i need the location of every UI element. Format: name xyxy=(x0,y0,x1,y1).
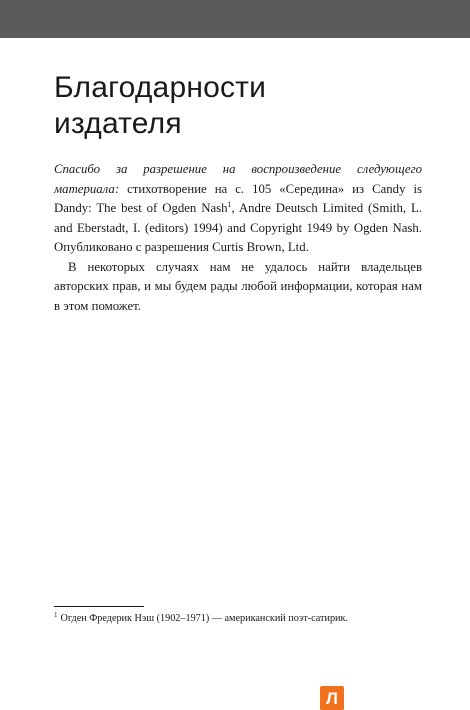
top-bar xyxy=(0,0,470,38)
paragraph-rights-holders: В некоторых случаях нам не удалось найти владельцев авторских прав, и мы будем рады любой информации, которая нам в этом поможет. xyxy=(54,259,422,313)
litres-logo-icon xyxy=(320,686,344,710)
footnote xyxy=(54,612,424,626)
footnote-marker: 1 xyxy=(54,611,58,619)
acknowledgements-body xyxy=(54,160,422,316)
paragraph-permission-text-end: , Andre Deutsch Limited (Smith, L. and Eberstadt, I. (editors) 1994) and Copyright 1949 by Ogden Nash. Опубликовано с разрешения Curtis Brown, Ltd. xyxy=(54,201,422,254)
page-title xyxy=(54,70,434,142)
paragraph-permission xyxy=(54,160,422,258)
page-title-line-1: Благодарности xyxy=(54,71,267,104)
intro-italic-text: Спасибо за разрешение на воспроизведение следующего материала: xyxy=(54,162,422,196)
footnote-reference: 1 xyxy=(227,200,232,209)
footnote-divider xyxy=(54,606,144,607)
logo-letter: Л xyxy=(326,688,338,708)
page-title-line-2: издателя xyxy=(54,107,182,140)
footnote-text: Огден Фредерик Нэш (1902–1971) — американский поэт-сатирик. xyxy=(60,613,349,624)
paragraph-permission-text-start: стихотворение на с. 105 «Середина» из Candy is Dandy: The best of Ogden Nash xyxy=(54,181,422,215)
